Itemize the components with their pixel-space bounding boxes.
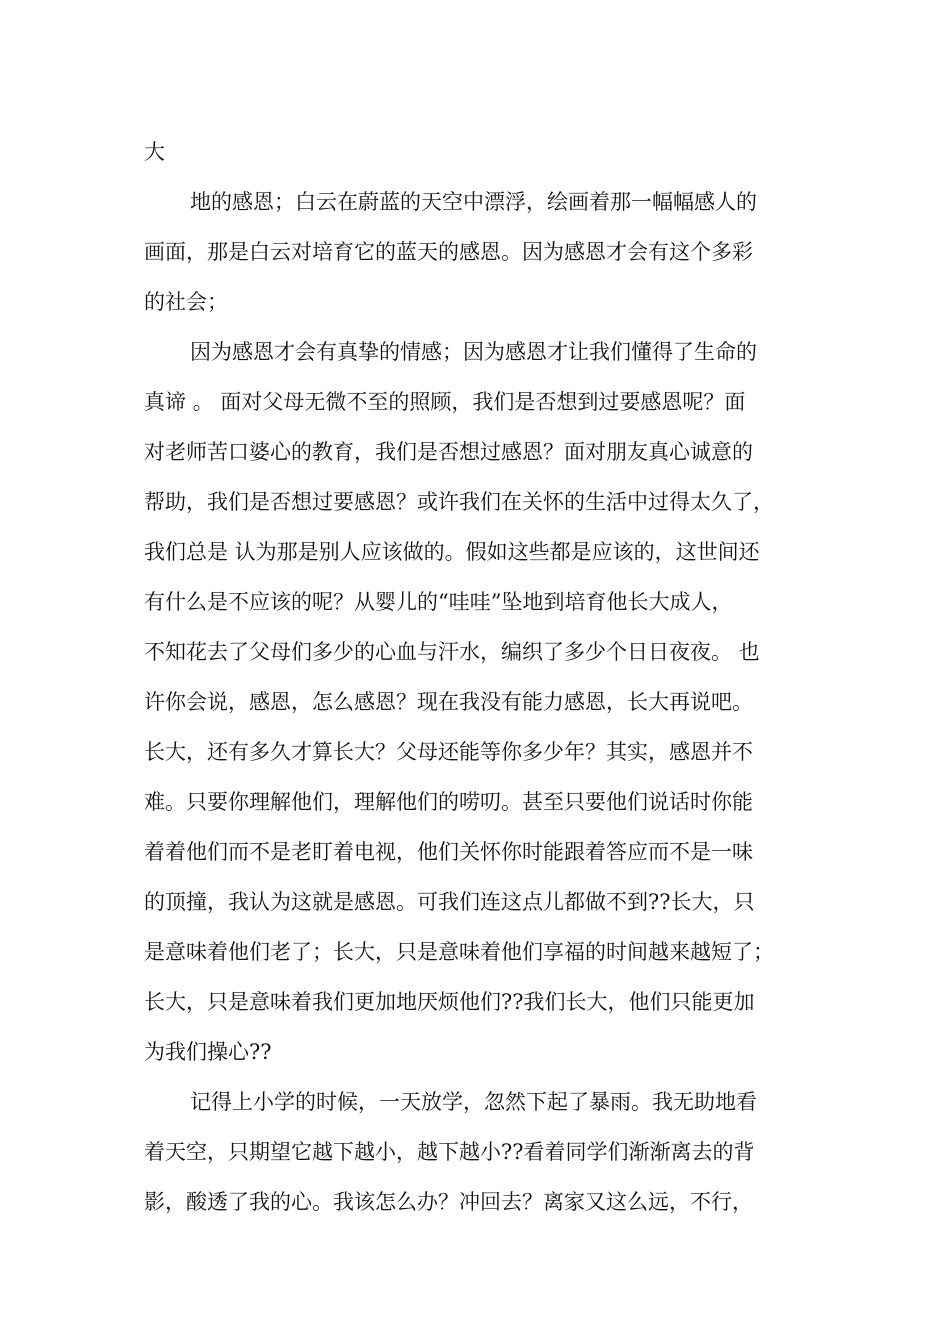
- text-line: 难。只要你理解他们，理解他们的唠叨。甚至只要他们说话时你能: [144, 790, 753, 814]
- paragraph-first-line: 因为感恩才会有真挚的情感；因为感恩才让我们懂得了生命的: [190, 340, 757, 364]
- text-line: 许你会说，感恩，怎么感恩？现在我没有能力感恩，长大再说吧。: [144, 690, 753, 714]
- text-line: 着着他们而不是老盯着电视，他们关怀你时能跟着答应而不是一味: [144, 840, 753, 864]
- text-line: 长大，只是意味着我们更加地厌烦他们??我们长大，他们只能更加: [144, 990, 755, 1014]
- text-line: 影，酸透了我的心。我该怎么办？冲回去？离家又这么远，不行，: [144, 1190, 753, 1214]
- paragraph-first-line: 地的感恩；白云在蔚蓝的天空中漂浮，绘画着那一幅幅感人的: [190, 190, 757, 214]
- text-line: 是意味着他们老了；长大，只是意味着他们享福的时间越来越短了；: [144, 940, 774, 964]
- text-line: 画面，那是白云对培育它的蓝天的感恩。因为感恩才会有这个多彩: [144, 240, 753, 264]
- text-line: 真谛 。 面对父母无微不至的照顾，我们是否想到过要感恩呢？面: [144, 390, 746, 414]
- text-line: 大: [144, 140, 165, 164]
- text-line: 不知花去了父母们多少的心血与汗水，编织了多少个日日夜夜。 也: [144, 640, 760, 664]
- text-line: 对老师苦口婆心的教育，我们是否想过感恩？面对朋友真心诚意的: [144, 440, 753, 464]
- text-line: 着天空，只期望它越下越小，越下越小??看着同学们渐渐离去的背: [144, 1140, 755, 1164]
- text-line: 长大，还有多久才算长大？父母还能等你多少年？其实，感恩并不: [144, 740, 753, 764]
- paragraph-first-line: 记得上小学的时候，一天放学，忽然下起了暴雨。我无助地看: [190, 1090, 757, 1114]
- text-line: 的顶撞，我认为这就是感恩。可我们连这点儿都做不到??长大，只: [144, 890, 755, 914]
- text-line: 有什么是不应该的呢？从婴儿的“哇哇”坠地到培育他长大成人，: [144, 590, 733, 614]
- text-line: 为我们操心??: [144, 1040, 272, 1064]
- text-line: 帮助，我们是否想过要感恩？或许我们在关怀的生活中过得太久了，: [144, 490, 774, 514]
- text-line: 我们总是 认为那是别人应该做的。假如这些都是应该的，这世间还: [144, 540, 760, 564]
- text-line: 的社会；: [144, 290, 228, 314]
